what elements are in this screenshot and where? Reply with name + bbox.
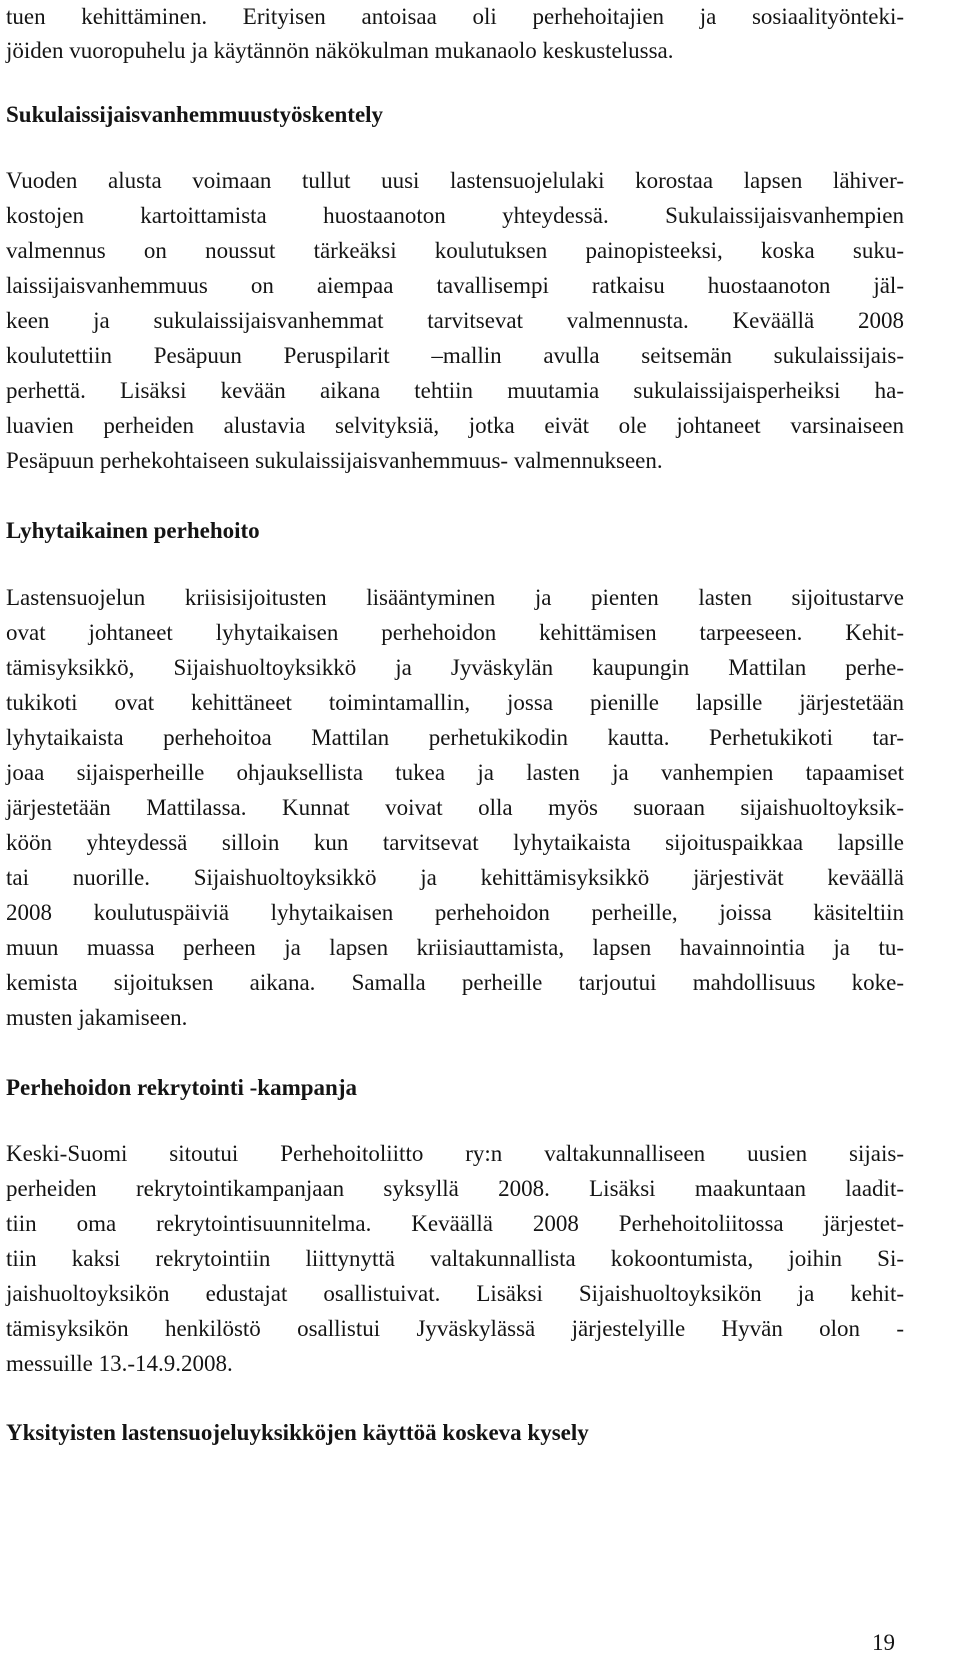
body-line: 2008 koulutuspäiviä lyhytaikaisen perhehoidon perheille, joissa käsiteltiin	[6, 900, 904, 925]
section-heading: Lyhytaikainen perhehoito	[6, 518, 260, 543]
section-heading: Sukulaissijaisvanhemmuustyöskentely	[6, 102, 384, 127]
body-line: luavien perheiden alustavia selvityksiä, jotka eivät ole johtaneet varsinaiseen	[6, 413, 904, 438]
section-heading: Perhehoidon rekrytointi -kampanja	[6, 1075, 357, 1100]
body-line: tuen kehittäminen. Erityisen antoisaa oli perhehoitajien ja sosiaalityönteki-	[6, 4, 904, 29]
body-line: Pesäpuun perhekohtaiseen sukulaissijaisvanhemmuus- valmennukseen.	[6, 448, 663, 473]
body-line: kostojen kartoittamista huostaanoton yhteydessä. Sukulaissijaisvanhempien	[6, 203, 904, 228]
body-line: Lastensuojelun kriisisijoitusten lisääntyminen ja pienten lasten sijoitustarve	[6, 585, 904, 610]
body-line: lyhytaikaista perhehoitoa Mattilan perhetukikodin kautta. Perhetukikoti tar-	[6, 725, 904, 750]
page-number: 19	[872, 1630, 895, 1655]
body-line: keen ja sukulaissijaisvanhemmat tarvitsevat valmennusta. Keväällä 2008	[6, 308, 904, 333]
body-line: ovat johtaneet lyhytaikaisen perhehoidon kehittämisen tarpeeseen. Kehit-	[6, 620, 904, 645]
body-line: Vuoden alusta voimaan tullut uusi lastensuojelulaki korostaa lapsen lähiver-	[6, 168, 904, 193]
body-line: laissijaisvanhemmuus on aiempaa tavallisempi ratkaisu huostaanoton jäl-	[6, 273, 904, 298]
body-line: tukikoti ovat kehittäneet toimintamallin, jossa pienille lapsille järjestetään	[6, 690, 904, 715]
body-line: Keski-Suomi sitoutui Perhehoitoliitto ry:n valtakunnalliseen uusien sijais-	[6, 1141, 904, 1166]
body-line: tiin kaksi rekrytointiin liittynyttä valtakunnallista kokoontumista, joihin Si-	[6, 1246, 904, 1271]
body-line: koulutettiin Pesäpuun Peruspilarit –mallin avulla seitsemän sukulaissijais-	[6, 343, 904, 368]
body-line: tai nuorille. Sijaishuoltoyksikkö ja kehittämisyksikkö järjestivät keväällä	[6, 865, 904, 890]
body-line: muun muassa perheen ja lapsen kriisiauttamista, lapsen havainnointia ja tu-	[6, 935, 904, 960]
body-line: musten jakamiseen.	[6, 1005, 188, 1030]
body-line: tämisyksikön henkilöstö osallistui Jyväskylässä järjestelyille Hyvän olon -	[6, 1316, 904, 1341]
body-line: valmennus on noussut tärkeäksi koulutuksen painopisteeksi, koska suku-	[6, 238, 904, 263]
body-line: köön yhteydessä silloin kun tarvitsevat lyhytaikaista sijoituspaikkaa lapsille	[6, 830, 904, 855]
body-line: tiin oma rekrytointisuunnitelma. Keväällä 2008 Perhehoitoliitossa järjestet-	[6, 1211, 904, 1236]
body-line: joaa sijaisperheille ohjauksellista tukea ja lasten ja vanhempien tapaamiset	[6, 760, 904, 785]
body-line: messuille 13.-14.9.2008.	[6, 1351, 233, 1376]
body-line: jöiden vuoropuhelu ja käytännön näkökulman mukanaolo keskustelussa.	[6, 38, 674, 63]
body-line: tämisyksikkö, Sijaishuoltoyksikkö ja Jyväskylän kaupungin Mattilan perhe-	[6, 655, 904, 680]
body-line: perheiden rekrytointikampanjaan syksyllä 2008. Lisäksi maakuntaan laadit-	[6, 1176, 904, 1201]
body-line: jaishuoltoyksikön edustajat osallistuivat. Lisäksi Sijaishuoltoyksikön ja kehit-	[6, 1281, 904, 1306]
section-heading: Yksityisten lastensuojeluyksikköjen käyttöä koskeva kysely	[6, 1420, 589, 1445]
body-line: järjestetään Mattilassa. Kunnat voivat olla myös suoraan sijaishuoltoyksik-	[6, 795, 904, 820]
body-line: perhettä. Lisäksi kevään aikana tehtiin muutamia sukulaissijaisperheiksi ha-	[6, 378, 904, 403]
body-line: kemista sijoituksen aikana. Samalla perheille tarjoutui mahdollisuus koke-	[6, 970, 904, 995]
